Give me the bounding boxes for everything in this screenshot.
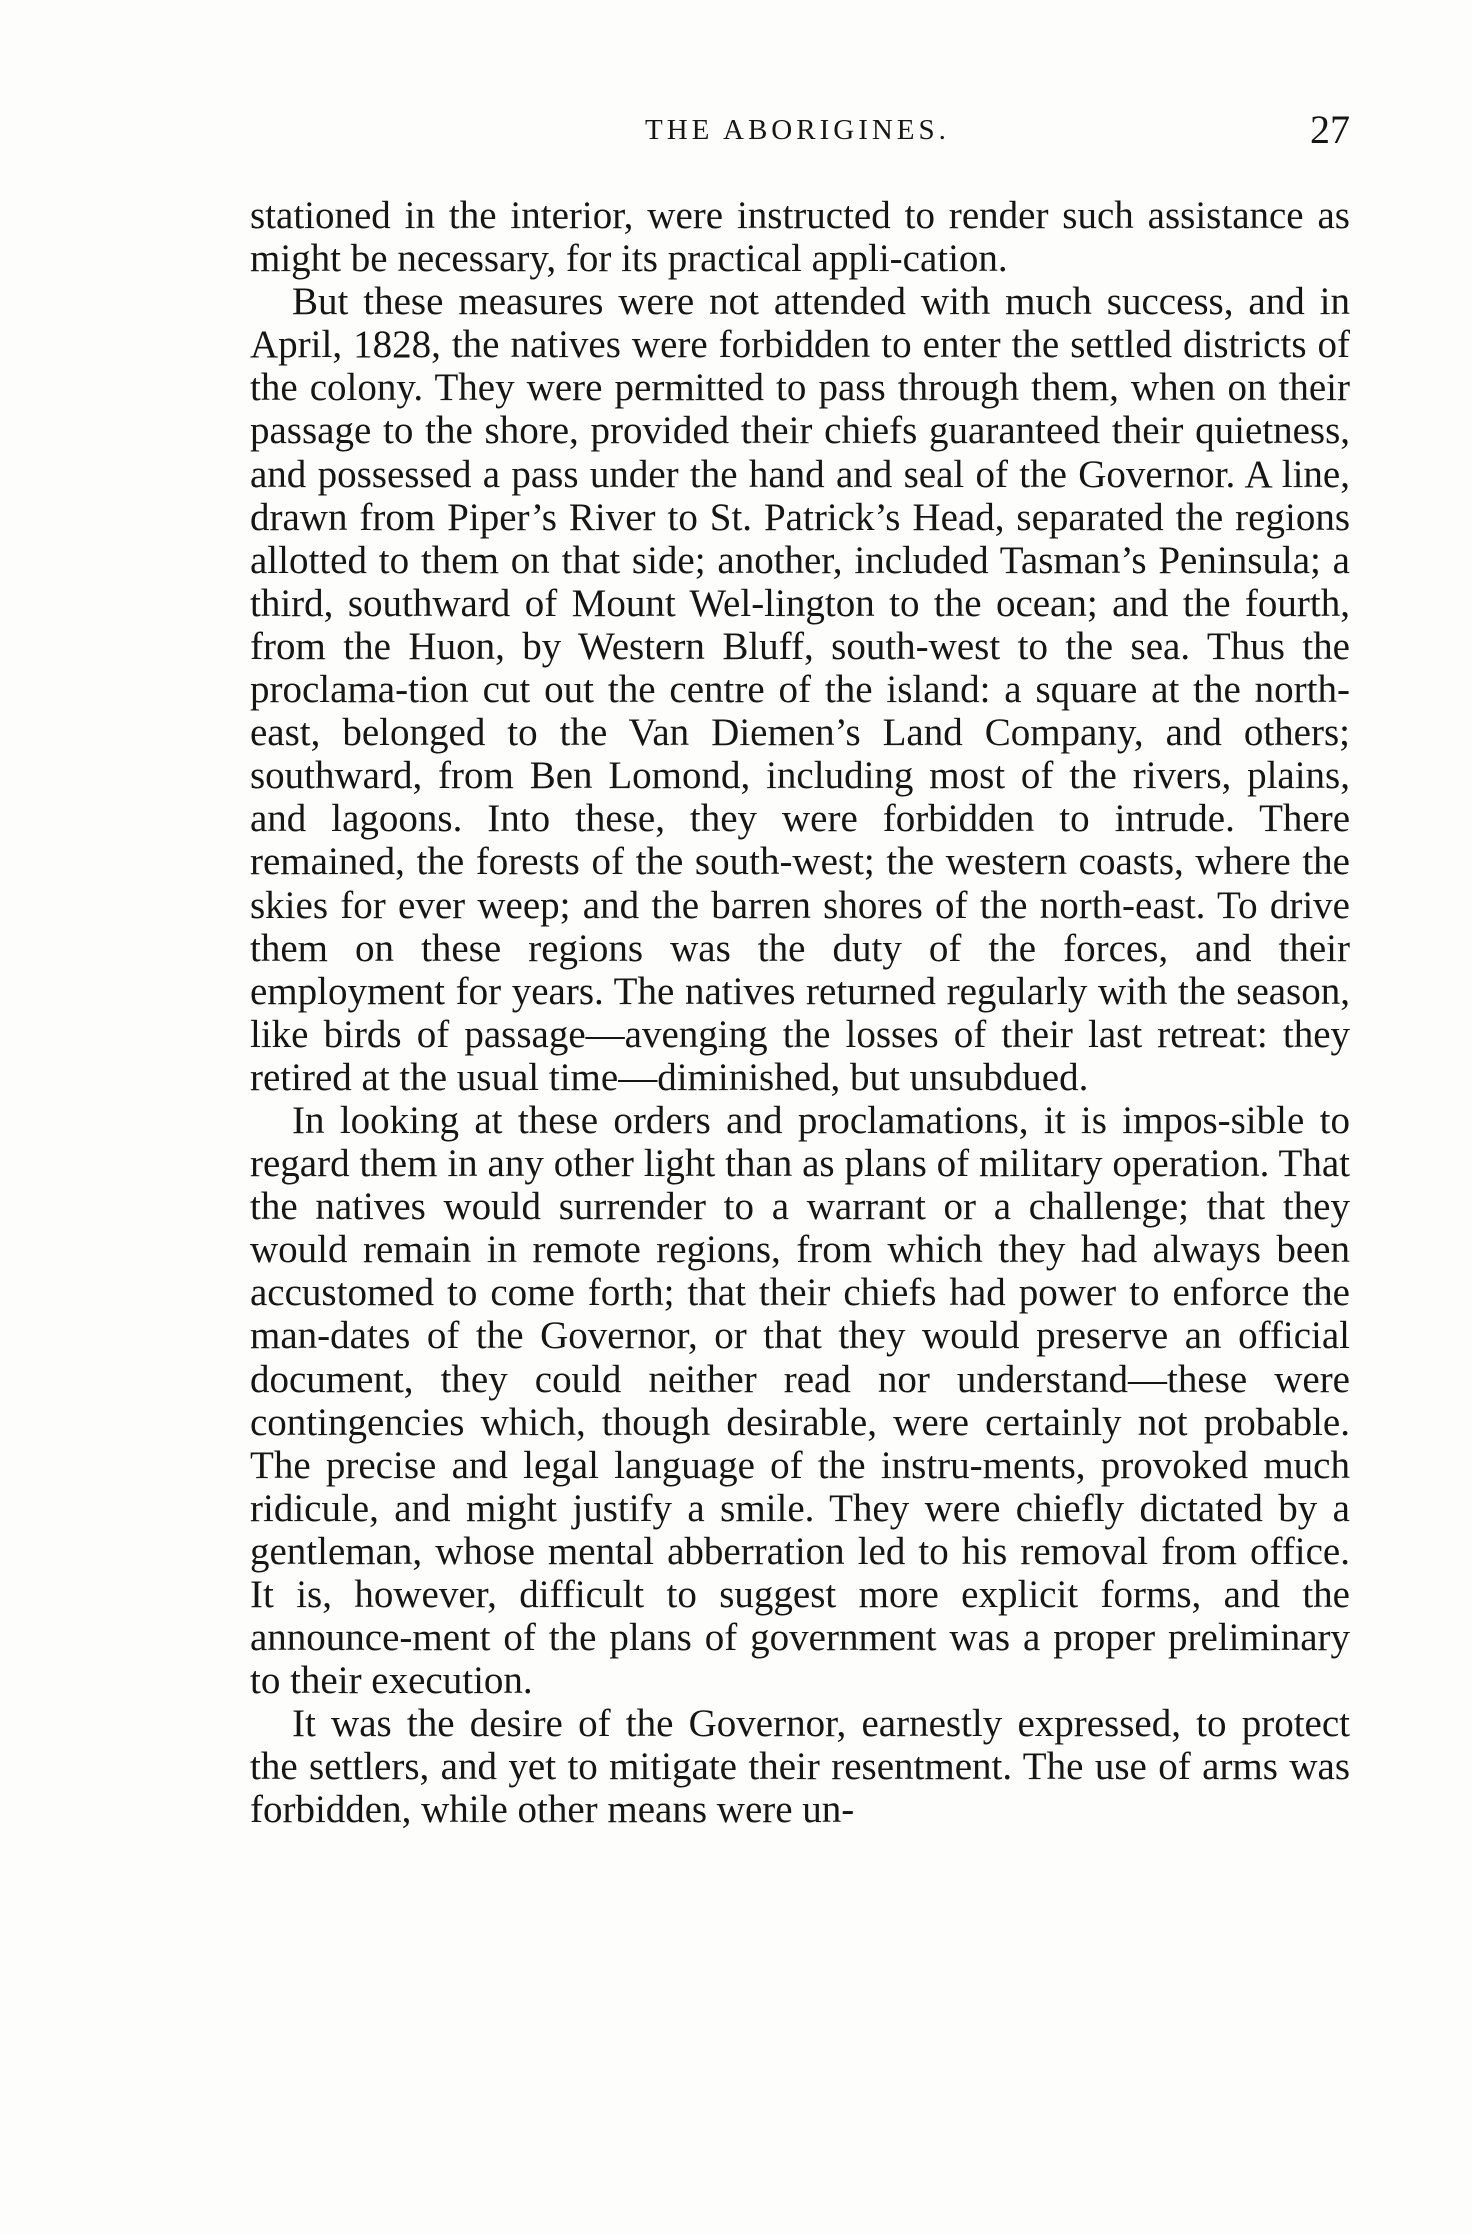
paragraph-orders-critique: In looking at these orders and proclamations, it is impos-sible to regard them in any other light than as plans of military operation. That the natives would surrender to a warrant or a challenge; that they would remain in remote regions, from which they had always been accustomed to come forth; that their chiefs had power to enforce the man-dates of the Governor, or that they would preserve an official document, they could neither read nor understand—these were contingencies which, though desirable, were certainly not probable. The precise and legal language of the instru-ments, provoked much ridicule, and might justify a smile. They were chiefly dictated by a gentleman, whose mental abberration led to his removal from office. It is, however, difficult to suggest more explicit forms, and the announce-ment of the plans of government was a proper preliminary to their execution. [250, 1098, 1350, 1703]
paragraph-native-restrictions: But these measures were not attended with much success, and in April, 1828, the natives were forbidden to enter the settled districts of the colony. They were permitted to pass through them, when on their passage to the shore, provided their chiefs guaranteed their quietness, and possessed a pass under the hand and seal of the Governor. A line, drawn from Piper’s River to St. Patrick’s Head, separated the regions allotted to them on that side; another, included Tasman’s Peninsula; a third, southward of Mount Wel-lington to the ocean; and the fourth, from the Huon, by Western Bluff, south-west to the sea. Thus the proclama-tion cut out the centre of the island: a square at the north-east, belonged to the Van Diemen’s Land Company, and others; southward, from Ben Lomond, including most of the rivers, plains, and lagoons. Into these, they were forbidden to intrude. There remained, the forests of the south-west; the western coasts, where the skies for ever weep; and the barren shores of the north-east. To drive them on these regions was the duty of the forces, and their employment for years. The natives returned regularly with the season, like birds of passage—avenging the losses of their last retreat: they retired at the usual time—diminished, but unsubdued. [250, 280, 1350, 1099]
page-number: 27 [1310, 107, 1350, 152]
running-head [250, 104, 1350, 164]
paragraph-governor-desire: It was the desire of the Governor, earnestly expressed, to protect the settlers, and yet to mitigate their resentment. The use of arms was forbidden, while other means were un- [250, 1702, 1350, 1832]
running-title: THE ABORIGINES. [645, 114, 950, 146]
paragraph-continuation: stationed in the interior, were instructed to render such assistance as might be necessary, for its practical appli-cation. [250, 194, 1350, 281]
body-text [250, 194, 1350, 1832]
